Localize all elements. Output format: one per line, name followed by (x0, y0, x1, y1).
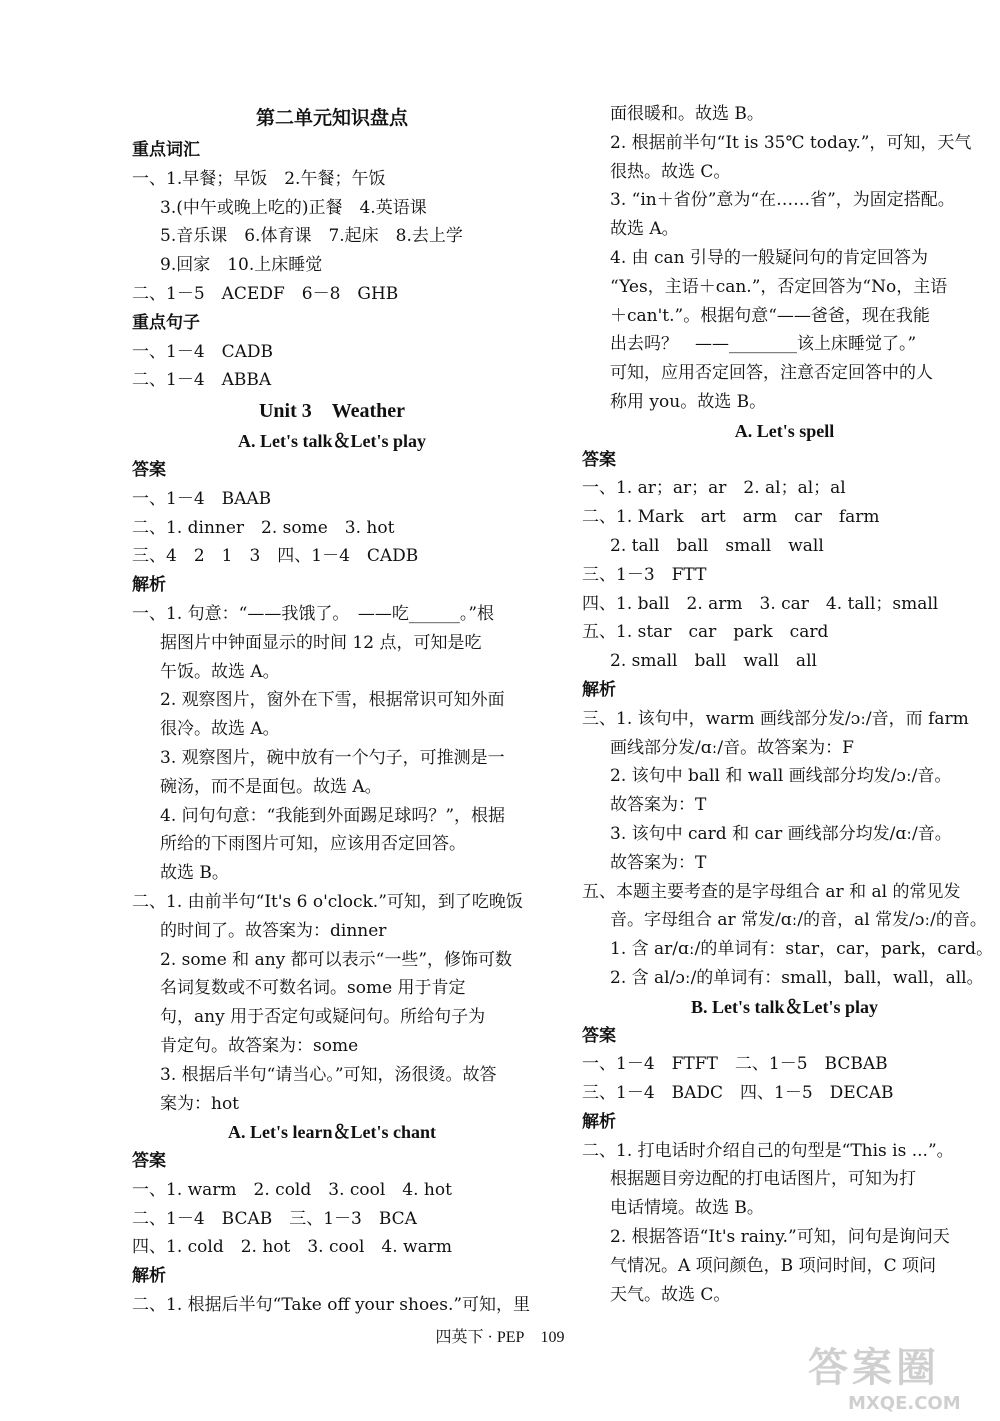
text-line: 二、1. 根据后半句“Take off your shoes.”可知，里 (132, 1295, 531, 1316)
text-line: 一、1. 句意：“——我饿了。 ——吃______。”根 (132, 603, 495, 624)
text-line: 2. 根据答语“It's rainy.”可知，问句是询问天 (610, 1227, 950, 1248)
watermark-logo (808, 1336, 998, 1416)
text-line: 据图片中钟面显示的时间 12 点，可知是吃 (160, 632, 482, 653)
text-line: 五、本题主要考查的是字母组合 ar 和 al 的常见发 (582, 881, 961, 902)
text-line: 二、1. dinner 2. some 3. hot (132, 517, 395, 538)
text-line: 很热。故选 C。 (610, 161, 731, 182)
subsection-label: 答案 (132, 459, 166, 480)
text-line: 可知，应用否定回答，注意否定回答中的人 (610, 363, 933, 384)
text-line: 2. some 和 any 都可以表示“一些”，修饰可数 (160, 949, 513, 970)
subsection-label: 答案 (582, 1025, 616, 1046)
text-line: 三、4 2 1 3 四、1－4 CADB (132, 546, 419, 567)
text-line: 2. 观察图片，窗外在下雪，根据常识可知外面 (160, 690, 505, 711)
section-heading: A. Let's talk＆Let's play (237, 431, 426, 452)
text-line: 故选 B。 (160, 863, 229, 884)
text-line: 1. 含 ar/ɑː/的单词有：star，car，park，card。 (610, 939, 994, 960)
section-heading: A. Let's learn＆Let's chant (228, 1122, 436, 1143)
text-line: 四、1. ball 2. arm 3. car 4. tall；small (582, 593, 939, 614)
text-line: 三、1－3 FTT (582, 564, 707, 585)
text-line: 二、1. Mark art arm car farm (582, 507, 880, 528)
watermark-url: MXQE.COM (848, 1393, 961, 1414)
subsection-label: 解析 (582, 1111, 616, 1132)
text-line: 故答案为：T (610, 852, 707, 873)
watermark-title: 答案圈 (808, 1345, 940, 1391)
text-line: 3. 观察图片，碗中放有一个勺子，可推测是一 (160, 747, 505, 768)
text-line: 2. 该句中 ball 和 wall 画线部分均发/ɔː/音。 (610, 766, 952, 787)
text-line: 面很暖和。故选 B。 (610, 104, 764, 124)
text-line: 二、1－4 ABBA (132, 370, 272, 391)
subsection-label: 解析 (132, 1266, 166, 1287)
text-line: 二、1. 由前半句“It's 6 o'clock.”可知，到了吃晚饭 (132, 891, 523, 912)
subsection-label: 重点词汇 (132, 140, 200, 160)
text-line: “Yes，主语＋can.”，否定回答为“No，主语 (610, 276, 948, 297)
text-line: 一、1. warm 2. cold 3. cool 4. hot (132, 1179, 452, 1200)
page-title: 第二单元知识盘点 (255, 107, 408, 129)
text-line: 很冷。故选 A。 (160, 719, 280, 740)
text-line: 画线部分发/ɑː/音。故答案为：F (610, 737, 854, 758)
subsection-label: 答案 (582, 449, 616, 470)
text-line: 音。字母组合 ar 常发/ɑː/的音，al 常发/ɔː/的音。 (610, 910, 987, 931)
text-line: 三、1－4 BADC 四、1－5 DECAB (582, 1083, 894, 1104)
text-line: 3.(中午或晚上吃的)正餐 4.英语课 (160, 197, 427, 218)
text-line: 肯定句。故答案为：some (160, 1035, 359, 1056)
text-line: 根据题目旁边配的打电话图片，可知为打 (610, 1169, 916, 1190)
text-line: 午饭。故选 A。 (160, 661, 280, 682)
subsection-label: 重点句子 (132, 312, 200, 333)
text-line: 故答案为：T (610, 795, 707, 816)
text-line: 二、1－5 ACEDF 6－8 GHB (132, 283, 399, 304)
text-line: 4. 问句句意：“我能到外面踢足球吗？”，根据 (160, 805, 506, 826)
subsection-label: 答案 (132, 1151, 166, 1172)
subsection-label: 解析 (582, 679, 616, 700)
text-line: 一、1－4 CADB (132, 341, 274, 362)
text-line: 电话情境。故选 B。 (610, 1198, 764, 1219)
text-line: ＋can't.”。根据句意“——爸爸，现在我能 (610, 305, 930, 326)
subsection-label: 解析 (132, 575, 166, 596)
text-line: 4. 由 can 引导的一般疑问句的肯定回答为 (610, 247, 929, 268)
text-line: 出去吗？ ——________该上床睡觉了。” (610, 334, 917, 355)
text-line: 3. 该句中 card 和 car 画线部分均发/ɑː/音。 (610, 823, 952, 844)
text-line: 二、1. 打电话时介绍自己的句型是“This is ...”。 (582, 1140, 954, 1161)
text-line: 称用 you。故选 B。 (610, 391, 767, 412)
text-line: 一、1－4 BAAB (132, 488, 272, 509)
text-line: 气情况。A 项问颜色，B 项问时间，C 项问 (610, 1255, 936, 1276)
text-line: 一、1. ar；ar；ar 2. al；al；al (582, 478, 846, 499)
text-line: 的时间了。故答案为：dinner (160, 920, 387, 941)
text-line: 句，any 用于否定句或疑问句。所给句子为 (160, 1007, 486, 1028)
book-label: 四英下 · PEP (435, 1329, 525, 1346)
text-line: 一、1－4 FTFT 二、1－5 BCBAB (582, 1054, 888, 1075)
right-column (582, 100, 994, 1309)
left-column (132, 100, 532, 1320)
text-line: 三、1. 该句中，warm 画线部分发/ɔː/音，而 farm (582, 708, 969, 729)
text-line: 故选 A。 (610, 219, 679, 240)
text-line: 3. 根据后半句“请当心。”可知，汤很烫。故答 (160, 1064, 497, 1085)
unit-heading: Unit 3 Weather (258, 400, 406, 423)
text-line: 9.回家 10.上床睡觉 (160, 255, 323, 276)
text-line: 名词复数或不可数名词。some 用于肯定 (160, 978, 466, 999)
text-line: 五、1. star car park card (582, 622, 829, 643)
text-line: 天气。故选 C。 (610, 1284, 731, 1305)
section-heading: B. Let's talk＆Let's play (690, 996, 878, 1017)
text-line: 2. tall ball small wall (610, 535, 824, 556)
text-line: 2. 根据前半句“It is 35℃ today.”，可知，天气 (610, 132, 972, 153)
text-line: 四、1. cold 2. hot 3. cool 4. warm (132, 1237, 452, 1258)
text-line: 3. “in＋省份”意为“在……省”，为固定搭配。 (610, 190, 955, 211)
text-line: 一、1.早餐；早饭 2.午餐；午饭 (132, 168, 386, 189)
page-number: 109 (540, 1329, 565, 1346)
text-line: 碗汤，而不是面包。故选 A。 (160, 776, 382, 797)
text-line: 5.音乐课 6.体育课 7.起床 8.去上学 (160, 226, 463, 247)
text-line: 二、1－4 BCAB 三、1－3 BCA (132, 1208, 417, 1229)
text-line: 2. 含 al/ɔː/的单词有：small，ball，wall，all。 (610, 967, 984, 988)
text-line: 2. small ball wall all (610, 651, 817, 672)
section-heading: A. Let's spell (734, 420, 835, 441)
text-line: 所给的下雨图片可知，应该用否定回答。 (160, 834, 466, 855)
text-line: 案为：hot (160, 1093, 240, 1114)
